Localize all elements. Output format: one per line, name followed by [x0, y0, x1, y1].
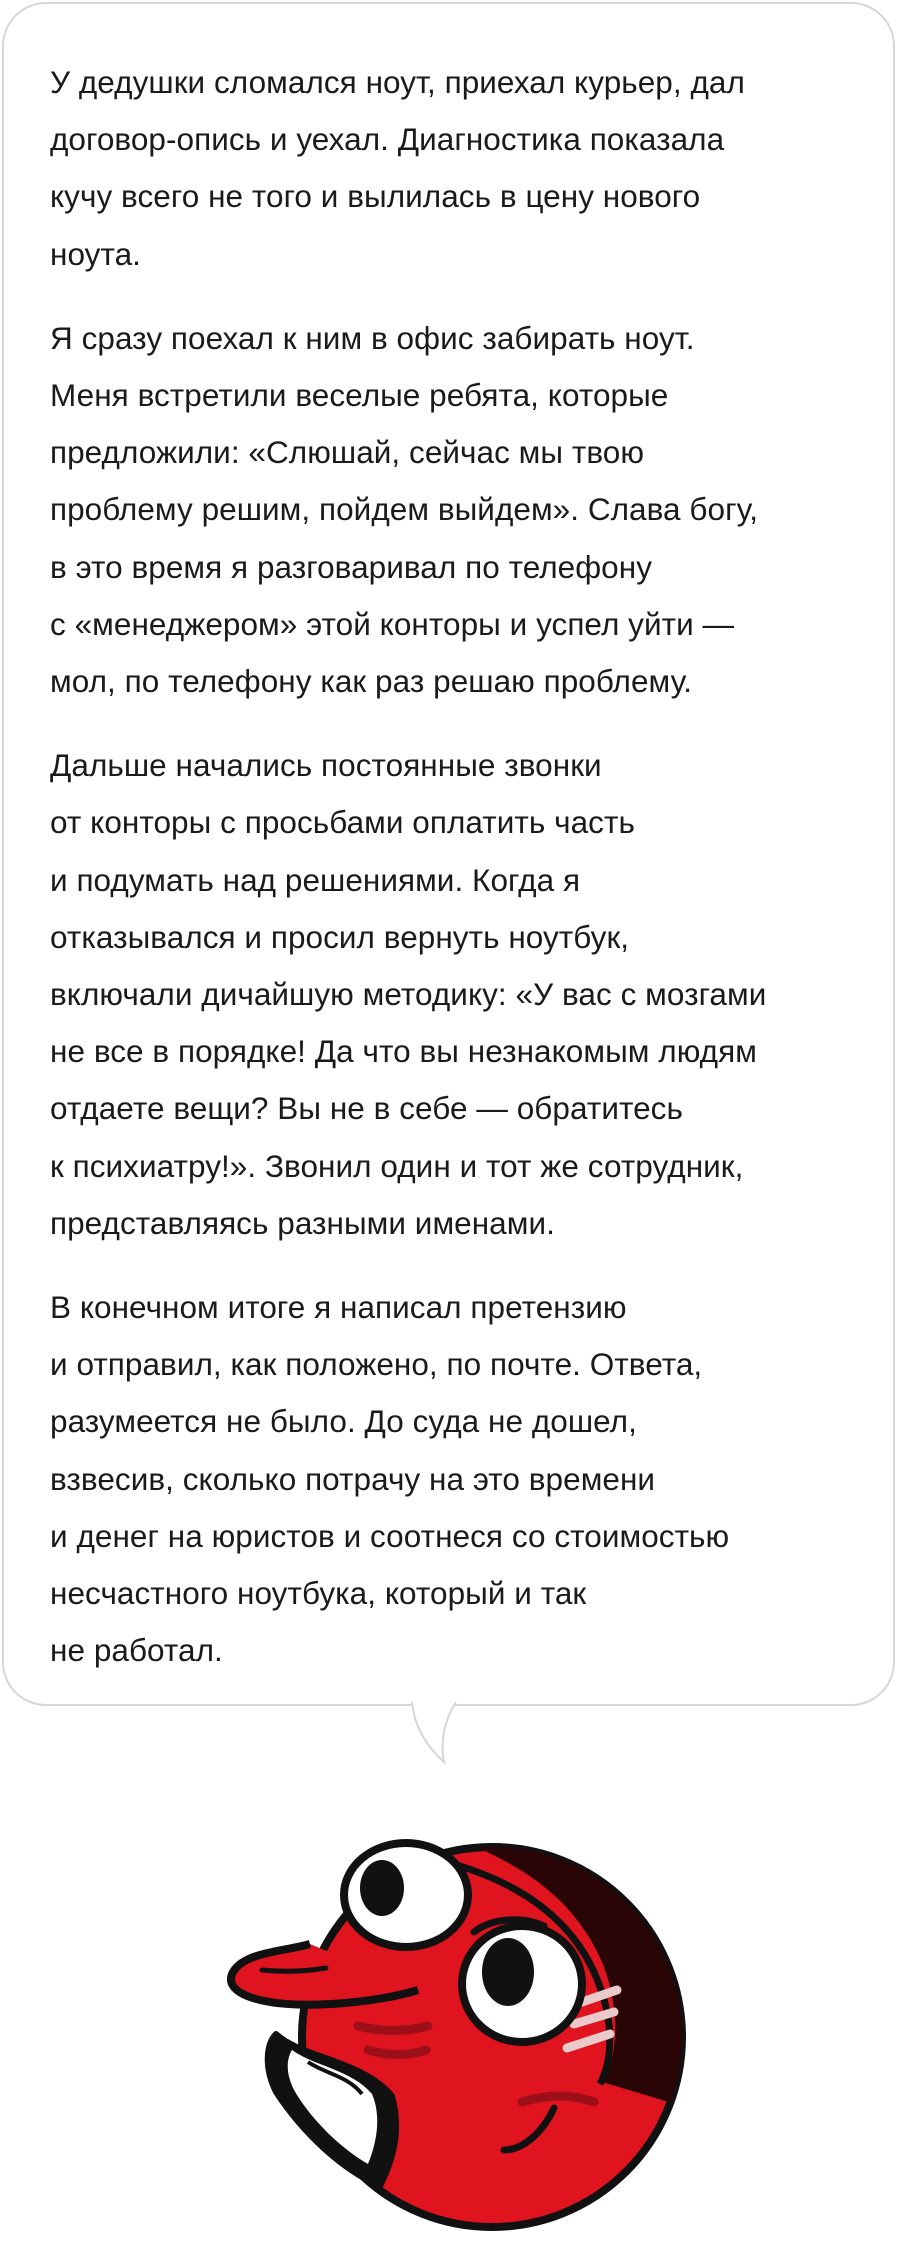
speech-bubble-tail	[410, 1700, 474, 1770]
story-paragraph-2: Я сразу поехал к ним в офис забирать ноут. Меня встретили веселые ребята, которые предложили: «Слюшай, сейчас мы твою проблему решим, пойдем выйдем». Слава богу, в это время я разговаривал по телефону с «менеджером» этой конторы и успел уйти — мол, по телефону как раз решаю проблему.	[50, 319, 759, 700]
speech-bubble	[2, 2, 895, 1706]
story-paragraph-3: Дальше начались постоянные звонки от конторы с просьбами оплатить часть и подумать над решениями. Когда я отказывался и просил вернуть ноутбук, включали дичайшую методику: «У вас с мозгами не все в порядке! Да что вы незнакомым людям отдаете вещи? Вы не в себе — обратитесь к психиатру!». Звонил один и тот же сотрудник, представляясь разными именами.	[50, 747, 767, 1241]
story-paragraph-1: У дедушки сломался ноут, приехал курьер, дал договор-опись и уехал. Диагностика показала кучу всего не того и вылилась в цену нового ноута.	[50, 64, 745, 272]
red-character-face-icon	[222, 1812, 688, 2244]
story-paragraph-4: В конечном итоге я написал претензию и отправил, как положено, по почте. Ответа, разумеется не было. До суда не дошел, взвесив, сколько потрачу на это времени и денег на юристов и соотнеся со стоимостью несчастного ноутбука, который и так не работал.	[50, 1289, 730, 1669]
